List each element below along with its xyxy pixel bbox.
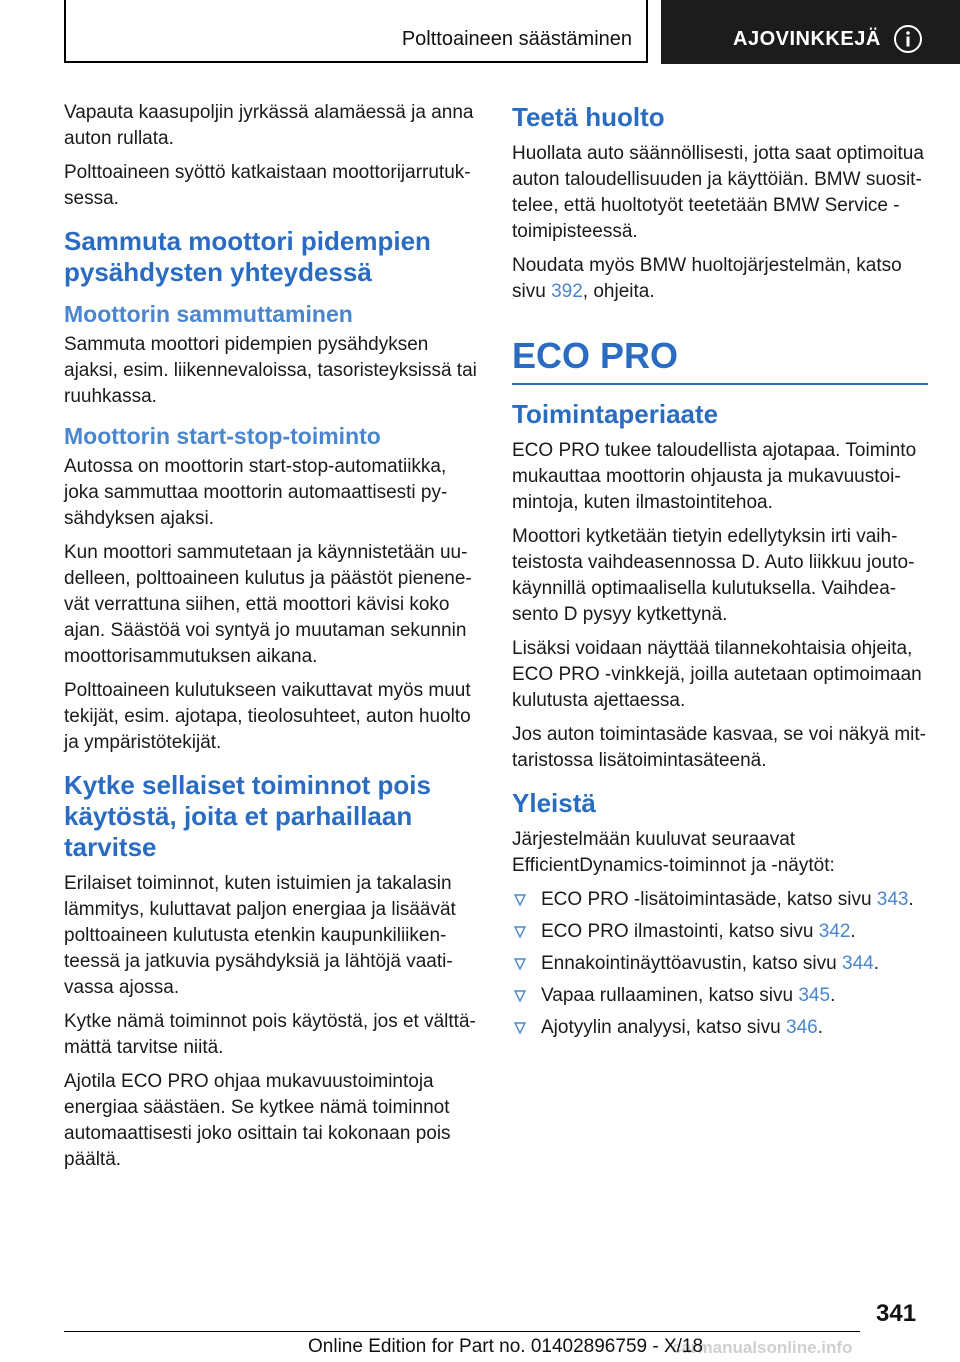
list-item-text: ECO PRO ilmastointi, katso sivu (541, 921, 819, 942)
list-item (512, 951, 928, 977)
heading-yleista: Yleistä (512, 788, 596, 818)
paragraph: Sammuta moottori pidempien pysähdyksen ajaksi, esim. liikennevaloissa, tasoristeyksissä tai ruuhkassa. (64, 334, 477, 407)
triangle-bullet-icon (514, 990, 526, 1002)
paragraph: ECO PRO tukee taloudellista ajotapaa. Toiminto mukauttaa moottorin ohjausta ja mukavuustoimintoja, kuten ilmastointitehoa. (512, 440, 917, 513)
edition-note: Online Edition for Part no. 01402896759 - X/18 (308, 1336, 704, 1357)
list-item-end: . (817, 1017, 823, 1038)
page-header (64, 0, 960, 64)
list-item-text: Ennakointinäyttöavustin, katso sivu (541, 953, 843, 974)
right-column (512, 100, 928, 1047)
heading-kytke: Kytke sellaiset toiminnot pois käytöstä, joita et parhaillaan tarvitse (64, 770, 431, 862)
text: , ohjeita. (582, 281, 655, 302)
section-tab (64, 0, 648, 63)
heading-eco-pro: ECO PRO (512, 333, 928, 385)
list-item-end: . (873, 953, 879, 974)
triangle-bullet-icon (514, 1022, 526, 1034)
page-link-392[interactable]: 392 (551, 281, 583, 302)
paragraph: Moottori kytketään tietyin edellytyksin irti vaihteistosta vaihdeasennossa D. Auto liikkuu joutokäynnillä optimaalisella kulutuksella. Vaihdeasento D pysyy kytkettynä. (512, 526, 915, 625)
subheading-start-stop: Moottorin start-stop-toiminto (64, 423, 381, 449)
text: Noudata myös BMW huoltojärjestelmän, katso sivu (512, 255, 902, 302)
list-item (512, 983, 928, 1009)
footer-divider (64, 1331, 860, 1332)
list-item-end: . (830, 985, 836, 1006)
paragraph: Järjestelmään kuuluvat seuraavat EfficientDynamics-toiminnot ja -näytöt: (512, 829, 835, 876)
page-link[interactable]: 343 (876, 889, 909, 910)
page-link[interactable]: 345 (798, 985, 831, 1006)
page-link[interactable]: 346 (786, 1017, 818, 1038)
subheading-sammuttaminen: Moottorin sammuttaminen (64, 301, 353, 327)
triangle-bullet-icon (514, 926, 526, 938)
paragraph: Kun moottori sammutetaan ja käynnistetään uudelleen, polttoaineen kulutus ja päästöt pienenevät verrattuna siihen, että moottori kävisi koko ajan. Säästöä voi syntyä jo muutaman sekunnin moottorisammutuksen aikana. (64, 542, 472, 667)
chapter-title: AJOVINKKEJÄ (733, 28, 881, 50)
heading-huolto: Teetä huolto (512, 102, 665, 132)
paragraph: Huollata auto säännöllisesti, jotta saat optimoitua auton taloudellisuuden ja käyttöiän. BMW suosittelee, että huoltotyöt teetetään BMW Service -toimipisteessä. (512, 143, 924, 242)
section-title: Polttoaineen säästäminen (401, 28, 632, 50)
function-list (512, 887, 928, 1041)
list-item (512, 919, 928, 945)
triangle-bullet-icon (514, 894, 526, 906)
list-item-text: Ajotyylin analyysi, katso sivu (541, 1017, 786, 1038)
paragraph: Polttoaineen kulutukseen vaikuttavat myös muut tekijät, esim. ajotapa, tieolosuhteet, auton huolto ja ympäristötekijät. (64, 680, 471, 753)
heading-toimintaperiaate: Toimintaperiaate (512, 399, 719, 429)
page-link[interactable]: 342 (818, 921, 851, 942)
chapter-tab[interactable] (661, 0, 960, 64)
list-item (512, 1015, 928, 1041)
paragraph-huoltojarjestelma (512, 253, 928, 305)
list-item-end: . (908, 889, 914, 910)
left-column (64, 100, 480, 1181)
paragraph: Jos auton toimintasäde kasvaa, se voi näkyä mittaristossa lisätoimintasäteenä. (512, 724, 926, 771)
list-item-end: . (850, 921, 856, 942)
paragraph: Polttoaineen syöttö katkaistaan moottorijarrutuksessa. (64, 162, 471, 209)
paragraph: Autossa on moottorin start-stop-automatiikka, joka sammuttaa moottorin automaattisesti pysähdyksen ajaksi. (64, 456, 448, 529)
heading-sammuta: Sammuta moottori pidempien pysähdysten yhteydessä (64, 226, 431, 287)
info-icon[interactable] (893, 24, 923, 54)
paragraph: Lisäksi voidaan näyttää tilannekohtaisia ohjeita, ECO PRO -vinkkejä, joilla autetaan optimoimaan kulutusta ajettaessa. (512, 638, 922, 711)
paragraph: Vapauta kaasupoljin jyrkässä alamäessä ja anna auton rullata. (64, 102, 474, 149)
list-item-text: Vapaa rullaaminen, katso sivu (541, 985, 799, 1006)
triangle-bullet-icon (514, 958, 526, 970)
page-number: 341 (876, 1300, 917, 1327)
list-item-text: ECO PRO -lisätoimintasäde, katso sivu (541, 889, 877, 910)
paragraph: Kytke nämä toiminnot pois käytöstä, jos et välttämättä tarvitse niitä. (64, 1011, 476, 1058)
page-link[interactable]: 344 (842, 953, 874, 974)
paragraph: Ajotila ECO PRO ohjaa mukavuustoimintoja energiaa säästäen. Se kytkee nämä toiminnot automaattisesti joko osittain tai kokonaan pois päältä. (64, 1071, 451, 1170)
list-item (512, 887, 928, 913)
watermark: carmanualsonline.info (672, 1338, 853, 1357)
paragraph: Erilaiset toiminnot, kuten istuimien ja takalasin lämmitys, kuluttavat paljon energiaa ja lisäävät polttoaineen kulutusta etenkin kaupunkiliikenteessä ja jatkuvia pysähdyksiä ja lähtöjä vaativassa ajossa. (64, 873, 456, 998)
